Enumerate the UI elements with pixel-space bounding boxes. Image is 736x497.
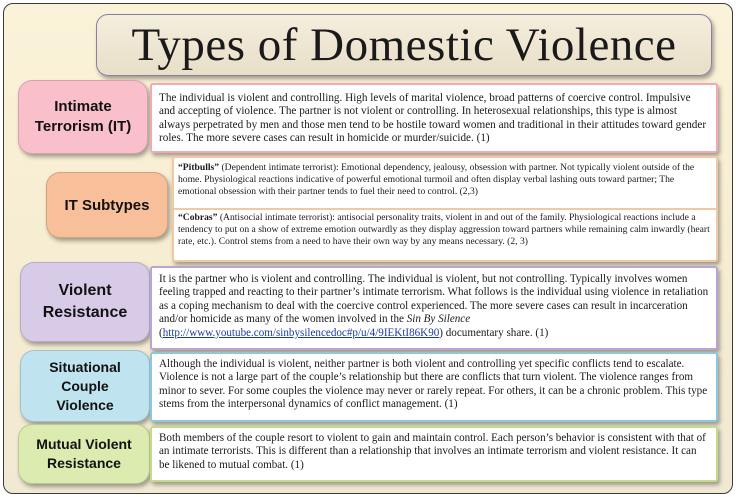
cobras-text: (Antisocial intimate terrorist): antisocial personality traits, violent in and out of the family. Physiological reactions include a tendency to put on a show of extreme emotion outwardly as they display aggression toward partners while remaining calm inwardly (heart rate, etc.). Control stems from a need to have their own way by any means necessary. (2, 3) [178, 212, 710, 247]
pitbulls-block [178, 162, 712, 198]
label-mutual-line1: Mutual Violent [36, 436, 132, 452]
label-situational-couple-violence [20, 350, 150, 422]
page-title: Types of Domestic Violence [131, 19, 677, 71]
label-situational-line1: Situational [49, 358, 121, 375]
content-violent-resistance [150, 266, 718, 350]
pitbulls-term: “Pitbulls” [178, 162, 220, 173]
label-situational-line2: Couple [61, 377, 109, 394]
title-banner [96, 14, 712, 76]
intimate-terrorism-text: The individual is violent and controlling. High levels of marital violence, broad patterns of coercive control. Impulsive and accepting of violence. The partner is not violent or controlling. In heterosexual relationships, this type is almost always perpetrated by men and those men tend to be hostile toward women and traditional in their attitudes toward gender roles. The more severe cases can result in homicide or murder/suicide. (1) [159, 92, 707, 145]
link-open: ( [159, 326, 163, 339]
label-intimate-terrorism [18, 80, 148, 154]
label-violent-resistance-line1: Violent [58, 282, 112, 299]
label-intimate-terrorism-line2: Terrorism (IT) [34, 118, 132, 135]
violent-resistance-paragraph [159, 273, 709, 340]
violent-resistance-text-after: ) documentary share. (1) [439, 326, 549, 339]
situational-text: Although the individual is violent, neither partner is both violent and controlling yet specific conflicts tend to escalate. Violence is not a large part of the couple’s relationship but there are conflicts that turn violent. The violence ranges from minor to sever. For some couples the violence may never or rarely repeat. For others, it can be a chronic problem. This type stems from the interpersonal dynamics of conflict management. (1) [159, 358, 708, 411]
label-mutual-line2: Resistance [47, 455, 121, 471]
content-mutual-violent-resistance [150, 426, 718, 482]
label-it-subtypes-text: IT Subtypes [64, 196, 150, 214]
mutual-text: Both members of the couple resort to violent to gain and maintain control. Each person’s behavior is consistent with that of an intimate terrorists. This is different than a relationship that involves an intimate terrorism and violent resistance. It can be likened to mutual combat. (1) [159, 432, 706, 471]
film-title: Sin By Silence [406, 313, 471, 326]
cobras-block [178, 212, 712, 248]
label-mutual-violent-resistance [18, 424, 150, 484]
content-intimate-terrorism [150, 83, 718, 153]
cobras-term: “Cobras” [178, 212, 218, 223]
documentary-link[interactable]: http://www.youtube.com/sinbysilencedoc#p/u/4/9IEKtI86K90 [162, 326, 440, 339]
content-situational-couple-violence [150, 352, 718, 422]
violent-resistance-text: It is the partner who is violent and controlling. The individual is violent, but not controlling. Typically involves women feeling trapped and reacting to their partner’s intimate terrorism. What follows is the individual using violence in retaliation as a coping mechanism to deal with the coercive control experienced. The more severe cases can result in incarceration and/or homicide as many of the women involved in the [159, 273, 709, 326]
content-it-subtypes [172, 156, 718, 262]
label-violent-resistance [20, 262, 150, 342]
label-violent-resistance-line2: Resistance [42, 304, 128, 321]
pitbulls-text: (Dependent intimate terrorist): Emotional dependency, jealousy, obsession with partner. Not typically violent outside of the home. Physiological reactions indicative of powerful emotional turmoil and often display verbal lashing outs toward partner; The emotional obsession with their partner tends to fuel their need to control. (2,3) [178, 162, 695, 197]
subtypes-divider [174, 208, 716, 210]
label-it-subtypes [46, 172, 168, 238]
label-intimate-terrorism-line1: Intimate [54, 98, 112, 115]
label-situational-line3: Violence [56, 396, 114, 413]
